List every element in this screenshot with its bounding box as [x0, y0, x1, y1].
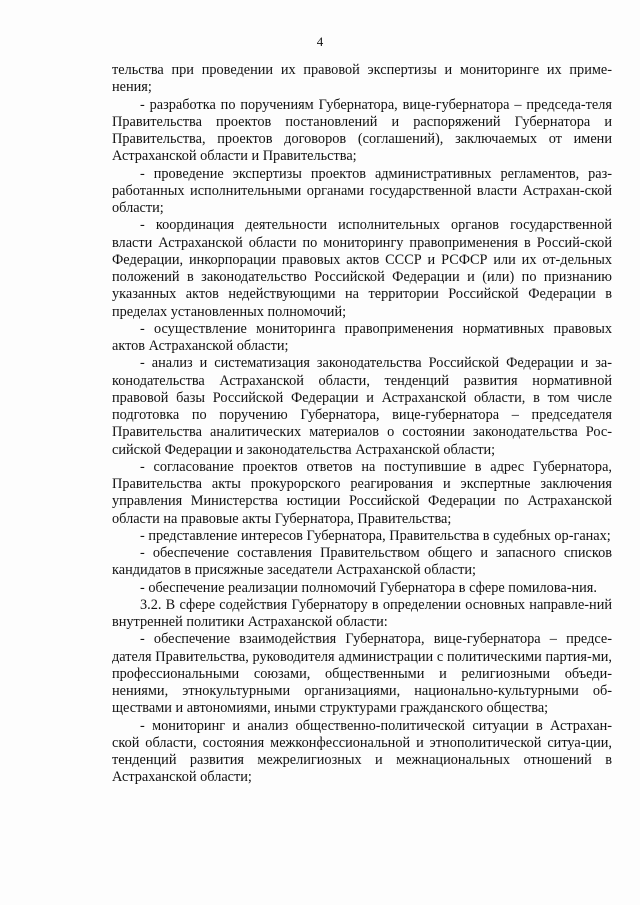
paragraph-response-approval: - согласование проектов ответов на поступившие в адрес Губернатора, Правительства акты прокурорского реагирования и экспертные заключения управления Министерства юстиции Российской Федерации по Астраханской области на правовые акты Губернатора, Правительства;	[112, 458, 612, 527]
paragraph-court-representation: - представление интересов Губернатора, Правительства в судебных ор-ганах;	[140, 527, 611, 544]
paragraph-interaction: - обеспечение взаимодействия Губернатора, вице-губернатора – предсе-дателя Правительства, руководителя администрации с политическими партия-ми, профессиональными союзами, общественными и религиозными объеди-нениями, этнокультурными организациями, национально-культурными об-ществами и автономиями, иными структурами гражданского общества;	[112, 631, 612, 717]
paragraph-sociopolitical-monitoring: - мониторинг и анализ общественно-политической ситуации в Астрахан-ской области, состояния межконфессиональной и этнополитической ситуа-ции, тенденций развития межрелигиозных и межнациональных отношений в Астраханской области;	[112, 717, 612, 786]
page-number: 4	[316, 34, 324, 49]
paragraph-coordination: - координация деятельности исполнительных органов государственной власти Астраханской области по мониторингу правоприменения в Россий-ской Федерации, инкорпорации правовых актов СССР и РСФСР или их от-дельных положений в законодательство Российской Федерации и (или) по признанию указанных актов недействующими на территории Российской Федерации в пределах установленных полномочий;	[112, 217, 612, 320]
paragraph-pardon-powers: - обеспечение реализации полномочий Губернатора в сфере помилова-ния.	[140, 579, 597, 596]
paragraph-juror-lists: - обеспечение составления Правительством общего и запасного списков кандидатов в присяжные заседатели Астраханской области;	[112, 545, 612, 579]
document-body	[112, 62, 612, 787]
paragraph-regulation-expertise: - проведение экспертизы проектов административных регламентов, раз-работанных исполнительными органами государственной власти Астрахан-ской области;	[112, 165, 612, 216]
paragraph-legislation-analysis: - анализ и систематизация законодательства Российской Федерации и за-конодательства Астраханской области, тенденций развития нормативной правовой базы Российской Федерации и Астраханской области, в том числе подготовка по поручению Губернатора, вице-губернатора – председателя Правительства аналитических материалов о состоянии законодательства Рос-сийской Федерации и законодательства Астраханской области;	[112, 355, 612, 458]
paragraph-expertise-monitoring: тельства при проведении их правовой экспертизы и мониторинге их приме-нения;	[112, 62, 612, 96]
paragraph-law-enforcement-monitoring: - осуществление мониторинга правоприменения нормативных правовых актов Астраханской области;	[112, 320, 612, 354]
section-heading-3-2: 3.2. В сфере содействия Губернатору в определении основных направле-ний внутренней политики Астраханской области:	[112, 596, 612, 630]
paragraph-draft-development: - разработка по поручениям Губернатора, вице-губернатора – председа-теля Правительства проектов постановлений и распоряжений Губернатора и Правительства, проектов договоров (соглашений), заключаемых от имени Астраханской области и Правительства;	[112, 96, 612, 165]
